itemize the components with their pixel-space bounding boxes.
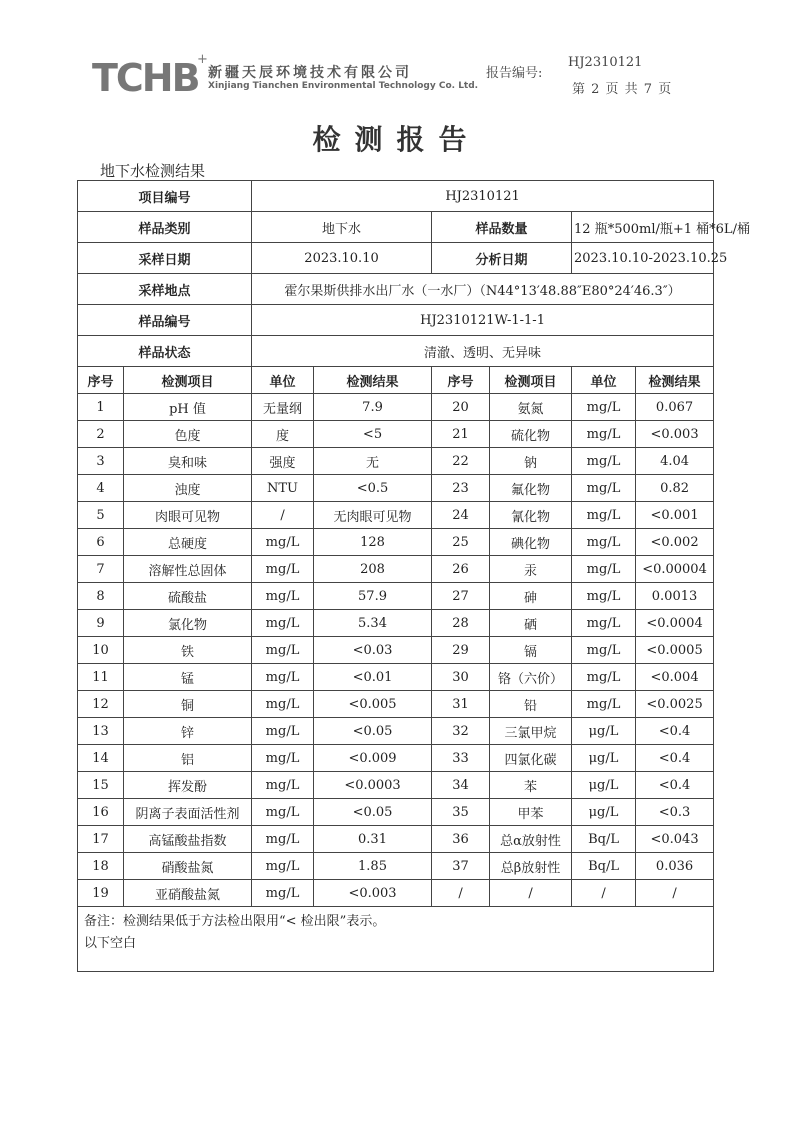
test-result: <5: [314, 421, 432, 448]
table-row: [78, 637, 714, 664]
company-logo: TCHB: [92, 56, 199, 100]
table-row: [78, 718, 714, 745]
test-item: 硫化物: [490, 421, 572, 448]
seq-number: 32: [432, 718, 490, 745]
unit: mg/L: [252, 799, 314, 826]
test-item: 臭和味: [124, 448, 252, 475]
test-item: 氯化物: [124, 610, 252, 637]
unit: mg/L: [572, 610, 636, 637]
test-result: <0.03: [314, 637, 432, 664]
test-result: 无肉眼可见物: [314, 502, 432, 529]
test-item: 锌: [124, 718, 252, 745]
unit: mg/L: [572, 556, 636, 583]
unit: mg/L: [572, 448, 636, 475]
unit: mg/L: [572, 583, 636, 610]
seq-number: 7: [78, 556, 124, 583]
test-result: <0.004: [636, 664, 714, 691]
seq-number: 13: [78, 718, 124, 745]
seq-number: 17: [78, 826, 124, 853]
unit: mg/L: [252, 583, 314, 610]
table-row: [78, 475, 714, 502]
seq-number: 16: [78, 799, 124, 826]
table-row: [78, 826, 714, 853]
unit: mg/L: [572, 502, 636, 529]
seq-number: 33: [432, 745, 490, 772]
test-item: 高锰酸盐指数: [124, 826, 252, 853]
table-row: [78, 772, 714, 799]
test-item: 砷: [490, 583, 572, 610]
note-cell: [78, 907, 714, 972]
page-info: 第 2 页 共 7 页: [572, 82, 673, 97]
unit: mg/L: [252, 556, 314, 583]
unit: μg/L: [572, 745, 636, 772]
unit: μg/L: [572, 718, 636, 745]
test-item: 镉: [490, 637, 572, 664]
column-header: 检测项目: [124, 367, 252, 394]
test-item: 铬（六价）: [490, 664, 572, 691]
sample-qty-value: 12 瓶*500ml/瓶+1 桶*6L/桶: [572, 212, 714, 243]
test-result: <0.009: [314, 745, 432, 772]
analysis-date-value: 2023.10.10-2023.10.25: [572, 243, 714, 274]
test-item: 总β放射性: [490, 853, 572, 880]
test-item: 甲苯: [490, 799, 572, 826]
seq-number: 18: [78, 853, 124, 880]
info-row-sample-state: [78, 336, 714, 367]
test-item: 亚硝酸盐氮: [124, 880, 252, 907]
unit: 强度: [252, 448, 314, 475]
test-item: 碘化物: [490, 529, 572, 556]
seq-number: 14: [78, 745, 124, 772]
column-header: 单位: [572, 367, 636, 394]
location-value: 霍尔果斯供排水出厂水（一水厂）（N44°13′48.88″E80°24′46.3″）: [252, 274, 714, 305]
test-result: 0.82: [636, 475, 714, 502]
seq-number: 29: [432, 637, 490, 664]
info-row-project-no: [78, 181, 714, 212]
unit: mg/L: [252, 826, 314, 853]
sample-type-label: 样品类别: [78, 212, 252, 243]
test-result: 0.036: [636, 853, 714, 880]
table-row: [78, 853, 714, 880]
table-row: [78, 502, 714, 529]
company-name-cn: 新疆天辰环境技术有限公司: [208, 65, 412, 81]
unit: μg/L: [572, 799, 636, 826]
seq-number: 2: [78, 421, 124, 448]
test-item: /: [490, 880, 572, 907]
test-result: <0.002: [636, 529, 714, 556]
sample-type-value: 地下水: [252, 212, 432, 243]
seq-number: 21: [432, 421, 490, 448]
test-result: /: [636, 880, 714, 907]
seq-number: 31: [432, 691, 490, 718]
test-item: 苯: [490, 772, 572, 799]
results-table: [77, 180, 750, 972]
table-row: [78, 556, 714, 583]
test-result: <0.05: [314, 799, 432, 826]
unit: mg/L: [252, 772, 314, 799]
project-no-label: 项目编号: [78, 181, 252, 212]
sampling-date-value: 2023.10.10: [252, 243, 432, 274]
test-item: 钠: [490, 448, 572, 475]
project-no-value: HJ2310121: [252, 181, 714, 212]
test-item: 色度: [124, 421, 252, 448]
test-result: 7.9: [314, 394, 432, 421]
test-item: 硫酸盐: [124, 583, 252, 610]
test-result: <0.043: [636, 826, 714, 853]
table-row: [78, 880, 714, 907]
test-item: 汞: [490, 556, 572, 583]
test-result: 128: [314, 529, 432, 556]
unit: mg/L: [252, 664, 314, 691]
sample-state-value: 清澈、透明、无异味: [252, 336, 714, 367]
seq-number: 9: [78, 610, 124, 637]
test-item: 铅: [490, 691, 572, 718]
test-result: <0.4: [636, 772, 714, 799]
table-row: [78, 583, 714, 610]
logo-plus-icon: +: [197, 52, 208, 67]
report-header: [0, 0, 793, 110]
table-row: [78, 799, 714, 826]
table-row: [78, 448, 714, 475]
unit: mg/L: [252, 529, 314, 556]
unit: mg/L: [572, 664, 636, 691]
info-row-sample-no: [78, 305, 714, 336]
column-header: 检测项目: [490, 367, 572, 394]
test-result: <0.0025: [636, 691, 714, 718]
seq-number: 19: [78, 880, 124, 907]
seq-number: 10: [78, 637, 124, 664]
location-label: 采样地点: [78, 274, 252, 305]
seq-number: 37: [432, 853, 490, 880]
blank-below-text: 以下空白: [84, 936, 137, 951]
unit: mg/L: [252, 691, 314, 718]
table-row: [78, 394, 714, 421]
test-result: <0.005: [314, 691, 432, 718]
seq-number: 27: [432, 583, 490, 610]
test-result: <0.4: [636, 718, 714, 745]
document-title: 检测报告: [312, 123, 481, 156]
seq-number: 28: [432, 610, 490, 637]
test-result: 0.0013: [636, 583, 714, 610]
test-item: 氟化物: [490, 475, 572, 502]
test-result: <0.01: [314, 664, 432, 691]
test-item: 总α放射性: [490, 826, 572, 853]
test-item: 硝酸盐氮: [124, 853, 252, 880]
table-row: [78, 610, 714, 637]
table-row: [78, 691, 714, 718]
sample-state-label: 样品状态: [78, 336, 252, 367]
test-result: 5.34: [314, 610, 432, 637]
test-result: <0.00004: [636, 556, 714, 583]
seq-number: 11: [78, 664, 124, 691]
unit: mg/L: [572, 529, 636, 556]
info-row-location: [78, 274, 714, 305]
sample-qty-label: 样品数量: [432, 212, 572, 243]
unit: NTU: [252, 475, 314, 502]
test-item: 三氯甲烷: [490, 718, 572, 745]
seq-number: 25: [432, 529, 490, 556]
column-header: 检测结果: [314, 367, 432, 394]
seq-number: 24: [432, 502, 490, 529]
unit: mg/L: [252, 637, 314, 664]
column-header: 单位: [252, 367, 314, 394]
unit: Bq/L: [572, 853, 636, 880]
seq-number: 3: [78, 448, 124, 475]
test-item: 挥发酚: [124, 772, 252, 799]
test-result: <0.0003: [314, 772, 432, 799]
test-result: <0.003: [314, 880, 432, 907]
test-item: 四氯化碳: [490, 745, 572, 772]
test-result: <0.05: [314, 718, 432, 745]
test-result: 0.067: [636, 394, 714, 421]
report-number: HJ2310121: [568, 55, 643, 70]
table-row: [78, 421, 714, 448]
unit: μg/L: [572, 772, 636, 799]
test-item: pH 值: [124, 394, 252, 421]
company-name-en: Xinjiang Tianchen Environmental Technology Co. Ltd.: [208, 81, 479, 91]
section-title: 地下水检测结果: [100, 162, 206, 180]
column-header: 序号: [78, 367, 124, 394]
unit: mg/L: [572, 421, 636, 448]
test-item: 氰化物: [490, 502, 572, 529]
unit: mg/L: [252, 610, 314, 637]
test-item: 硒: [490, 610, 572, 637]
seq-number: /: [432, 880, 490, 907]
seq-number: 35: [432, 799, 490, 826]
test-result: <0.3: [636, 799, 714, 826]
unit: mg/L: [252, 853, 314, 880]
seq-number: 30: [432, 664, 490, 691]
test-item: 浊度: [124, 475, 252, 502]
seq-number: 22: [432, 448, 490, 475]
unit: /: [572, 880, 636, 907]
test-item: 溶解性总固体: [124, 556, 252, 583]
column-header: 检测结果: [636, 367, 714, 394]
unit: /: [252, 502, 314, 529]
info-row-sample-type: [78, 212, 714, 243]
unit: 无量纲: [252, 394, 314, 421]
unit: mg/L: [572, 475, 636, 502]
test-result: <0.003: [636, 421, 714, 448]
test-item: 氨氮: [490, 394, 572, 421]
column-header-row: [78, 367, 714, 394]
column-header: 序号: [432, 367, 490, 394]
table-row: [78, 664, 714, 691]
test-result: 208: [314, 556, 432, 583]
unit: mg/L: [252, 718, 314, 745]
seq-number: 23: [432, 475, 490, 502]
unit: 度: [252, 421, 314, 448]
test-result: 无: [314, 448, 432, 475]
test-result: <0.001: [636, 502, 714, 529]
sampling-date-label: 采样日期: [78, 243, 252, 274]
seq-number: 4: [78, 475, 124, 502]
unit: Bq/L: [572, 826, 636, 853]
unit: mg/L: [572, 637, 636, 664]
test-result: <0.5: [314, 475, 432, 502]
test-result: 4.04: [636, 448, 714, 475]
test-result: 0.31: [314, 826, 432, 853]
test-item: 铜: [124, 691, 252, 718]
seq-number: 1: [78, 394, 124, 421]
test-result: <0.0004: [636, 610, 714, 637]
info-row-dates: [78, 243, 714, 274]
seq-number: 15: [78, 772, 124, 799]
test-item: 铝: [124, 745, 252, 772]
table-row: [78, 529, 714, 556]
sample-no-label: 样品编号: [78, 305, 252, 336]
unit: mg/L: [252, 880, 314, 907]
sample-no-value: HJ2310121W-1-1-1: [252, 305, 714, 336]
unit: mg/L: [572, 691, 636, 718]
analysis-date-label: 分析日期: [432, 243, 572, 274]
test-item: 锰: [124, 664, 252, 691]
seq-number: 26: [432, 556, 490, 583]
seq-number: 20: [432, 394, 490, 421]
test-result: <0.0005: [636, 637, 714, 664]
report-number-label: 报告编号:: [486, 66, 543, 81]
seq-number: 5: [78, 502, 124, 529]
note-row: [78, 907, 714, 972]
test-item: 肉眼可见物: [124, 502, 252, 529]
remark-text: 备注：检测结果低于方法检出限用“< 检出限”表示。: [84, 914, 386, 929]
seq-number: 36: [432, 826, 490, 853]
test-item: 铁: [124, 637, 252, 664]
test-result: 1.85: [314, 853, 432, 880]
table-row: [78, 745, 714, 772]
test-item: 总硬度: [124, 529, 252, 556]
test-result: <0.4: [636, 745, 714, 772]
test-item: 阴离子表面活性剂: [124, 799, 252, 826]
unit: mg/L: [252, 745, 314, 772]
test-result: 57.9: [314, 583, 432, 610]
seq-number: 12: [78, 691, 124, 718]
seq-number: 34: [432, 772, 490, 799]
seq-number: 8: [78, 583, 124, 610]
seq-number: 6: [78, 529, 124, 556]
unit: mg/L: [572, 394, 636, 421]
